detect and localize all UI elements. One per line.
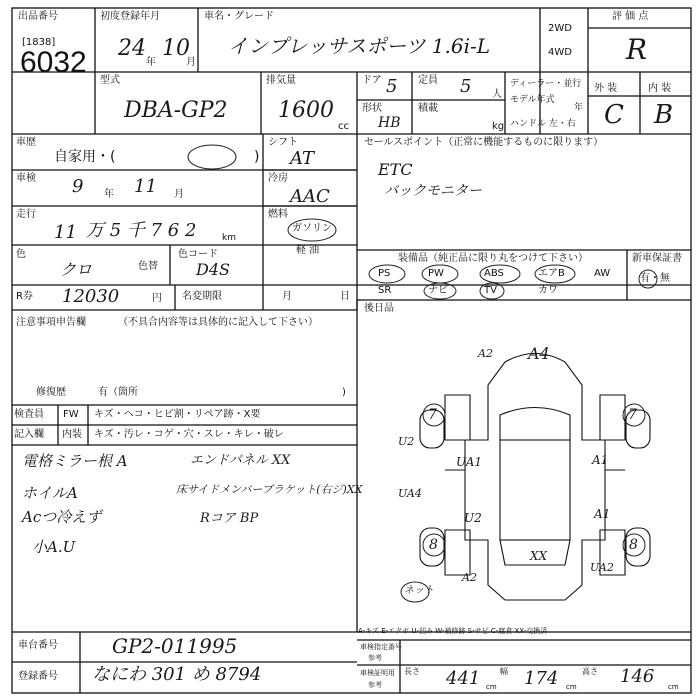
width-value: 174 <box>524 668 559 689</box>
exterior-grade: C <box>604 100 624 130</box>
mark-a2-rear: A2 <box>462 571 477 584</box>
mark-u2-center: U2 <box>464 511 482 525</box>
shape-value: HB <box>378 115 401 131</box>
mark-7-left: 7 <box>428 407 437 423</box>
sales-point-2: バックモニター <box>384 183 482 199</box>
equip-aw: AW <box>594 268 611 279</box>
model-value: DBA-GP2 <box>124 98 228 123</box>
cert-label: 車検証明用 <box>360 669 395 677</box>
registration-label: 登録番号 <box>18 671 58 682</box>
mark-8-right: 8 <box>629 537 638 553</box>
name-change-label: 名変期限 <box>182 291 222 302</box>
color-code-value: D4S <box>196 260 230 279</box>
cert-ref-label: 参考 <box>368 681 382 689</box>
2wd-option: 2WD <box>548 23 572 34</box>
mark-u2-left: U2 <box>398 435 415 448</box>
cooling-label: 冷房 <box>268 173 288 184</box>
shift-label: シフト <box>268 137 298 148</box>
load-unit: kg <box>492 121 505 132</box>
equipment-label: 装備品（純正品に限り丸をつけて下さい） <box>398 253 588 264</box>
displacement-value: 1600 <box>278 98 334 123</box>
mark-a4: A4 <box>528 344 550 363</box>
inspection-month: 11 <box>134 176 157 197</box>
displacement-unit: cc <box>338 121 349 132</box>
height-label: 高さ <box>582 667 598 676</box>
spec-ref-label: 参考 <box>368 654 382 662</box>
history-close: ) <box>254 149 260 165</box>
width-label: 幅 <box>500 667 508 676</box>
interior-items: キズ・汚レ・コゲ・穴・スレ・キレ・破レ <box>94 429 284 440</box>
remark-5: エンドパネル XX <box>190 453 291 468</box>
model-label: 型式 <box>100 75 120 86</box>
mark-ua4: UA4 <box>398 487 422 500</box>
inspection-month-unit: 月 <box>174 189 184 200</box>
chassis-label: 車台番号 <box>18 640 58 651</box>
mark-ua1: UA1 <box>456 455 483 469</box>
remark-1: 電格ミラー根 A <box>22 452 128 470</box>
displacement-label: 排気量 <box>266 75 296 86</box>
damage-legend: A-キズ E-エクボ U-凹み W-補修跡 S-サビ C-腐食 XX-交換済 <box>358 627 548 635</box>
capacity-unit: 人 <box>492 89 502 100</box>
width-unit: cm <box>566 683 577 691</box>
notes-hint: （不具合内容等は具体的に記入して下さい） <box>118 317 318 328</box>
recycle-value: 12030 <box>62 286 120 307</box>
mark-ua2: UA2 <box>590 561 614 574</box>
equip-airbag: エアB <box>538 268 565 279</box>
lot-no-label: 出品番号 <box>18 11 58 22</box>
color-value: クロ <box>60 260 93 279</box>
rear-items-label: 後日品 <box>364 303 394 314</box>
car-diagram <box>420 354 650 601</box>
mileage-label: 走行 <box>16 209 36 220</box>
remark-3: Acつ冷えず <box>22 508 102 526</box>
model-year-label: モデル年式 <box>510 95 555 105</box>
handle-label: ハンドル 左・右 <box>510 119 576 129</box>
mileage-value: 万 5 千 7 6 2 <box>86 220 197 241</box>
interior-label: 内 装 <box>648 83 672 94</box>
shape-label: 形状 <box>362 103 382 114</box>
first-reg-month-unit: 月 <box>186 57 196 68</box>
fuel-label: 燃料 <box>268 209 288 220</box>
notes-label: 注意事項申告欄 <box>16 317 86 328</box>
exterior-label: 外 装 <box>594 83 618 94</box>
fuel-gasoline: ガソリン <box>292 223 332 234</box>
remark-4: 小A.U <box>32 538 76 556</box>
new-car-warranty-label: 新車保証書 <box>632 253 682 264</box>
equip-sr: SR <box>378 285 392 296</box>
capacity-value: 5 <box>460 76 472 97</box>
remark-6: 床サイドメンバーブラケット(右ジ)XX <box>176 483 363 496</box>
4wd-option: 4WD <box>548 47 572 58</box>
interior-check-label: 内装 <box>62 429 82 440</box>
first-reg-year-unit: 年 <box>146 57 156 68</box>
first-reg-label: 初度登録年月 <box>100 11 160 22</box>
door-value: 5 <box>386 76 398 97</box>
repair-history-close: ) <box>342 387 346 398</box>
dealer-label: ディーラー・並行 <box>510 79 582 89</box>
mark-xx: XX <box>530 549 548 563</box>
lot-number: 6032 <box>20 46 87 79</box>
length-label: 長さ <box>404 667 420 676</box>
name-grade-value: インプレッサスポーツ 1.6i-L <box>228 34 490 58</box>
color-code-label: 色コード <box>178 249 218 260</box>
inspection-year-unit: 年 <box>104 189 114 200</box>
interior-grade: B <box>654 100 674 130</box>
name-change-month: 月 <box>282 291 292 302</box>
equip-abs: ABS <box>484 268 504 279</box>
mark-net: ネット <box>404 585 434 596</box>
equip-navi: ナビ <box>428 285 448 296</box>
color-label: 色 <box>16 249 26 260</box>
recycle-unit: 円 <box>152 293 162 304</box>
repair-history-value: 有（箇所 <box>98 387 138 398</box>
inspector-label: 検査員 <box>14 409 44 420</box>
sales-point-1: ETC <box>378 160 413 179</box>
first-reg-year: 24 <box>118 36 146 61</box>
equip-ps: PS <box>378 268 391 279</box>
capacity-label: 定員 <box>418 75 438 86</box>
spec-label: 車検指定番号 <box>360 643 402 651</box>
grade-label: 評 価 点 <box>612 11 649 22</box>
lot-sub-number: [1838] <box>22 37 56 48</box>
fw-items: キズ・ヘコ・ヒビ割・リペア跡・X要 <box>94 409 261 420</box>
repair-history-label: 修復歴 <box>36 387 66 398</box>
registration-value: なにわ 301 め 8794 <box>92 664 262 685</box>
mark-a2-top: A2 <box>478 347 493 360</box>
name-change-day: 日 <box>340 291 350 302</box>
remark-2: ホイルA <box>22 484 78 502</box>
load-label: 積載 <box>418 103 438 114</box>
entry-label: 記入欄 <box>14 429 44 440</box>
mark-a1-rear: A1 <box>594 507 611 521</box>
remark-7: Rコア BP <box>200 511 259 526</box>
model-year-unit: 年 <box>574 103 584 113</box>
chassis-value: GP2-011995 <box>112 634 238 658</box>
height-value: 146 <box>620 666 655 687</box>
inspection-year: 9 <box>72 176 84 197</box>
history-value: 自家用・( <box>54 149 116 165</box>
color-change-label: 色替 <box>138 261 158 272</box>
mark-a1-right: A1 <box>592 453 609 467</box>
cooling-value: AAC <box>290 186 330 207</box>
equip-tv: TV <box>484 285 497 296</box>
mileage-man: 11 <box>54 222 77 243</box>
length-value: 441 <box>446 668 481 689</box>
inspection-label: 車検 <box>16 173 36 184</box>
recycle-label: R券 <box>16 291 33 302</box>
name-grade-label: 車名・グレード <box>204 11 274 22</box>
history-label: 車歴 <box>16 137 36 148</box>
shift-value: AT <box>290 148 315 169</box>
first-reg-month: 10 <box>162 36 190 61</box>
height-unit: cm <box>668 683 679 691</box>
mark-8-left: 8 <box>429 537 438 553</box>
fw-label: FW <box>63 409 79 420</box>
sales-points-label: セールスポイント（正常に機能するものに限ります） <box>364 137 604 148</box>
fuel-diesel: 軽 油 <box>296 245 320 256</box>
grade-value: R <box>626 33 648 66</box>
mark-7-right: 7 <box>628 407 637 423</box>
door-label: ドア <box>362 75 382 86</box>
equip-pw: PW <box>428 268 444 279</box>
mileage-unit: km <box>222 233 236 243</box>
new-car-warranty-options: 有・無 <box>640 273 670 284</box>
equip-leather: カワ <box>538 285 558 296</box>
length-unit: cm <box>486 683 497 691</box>
